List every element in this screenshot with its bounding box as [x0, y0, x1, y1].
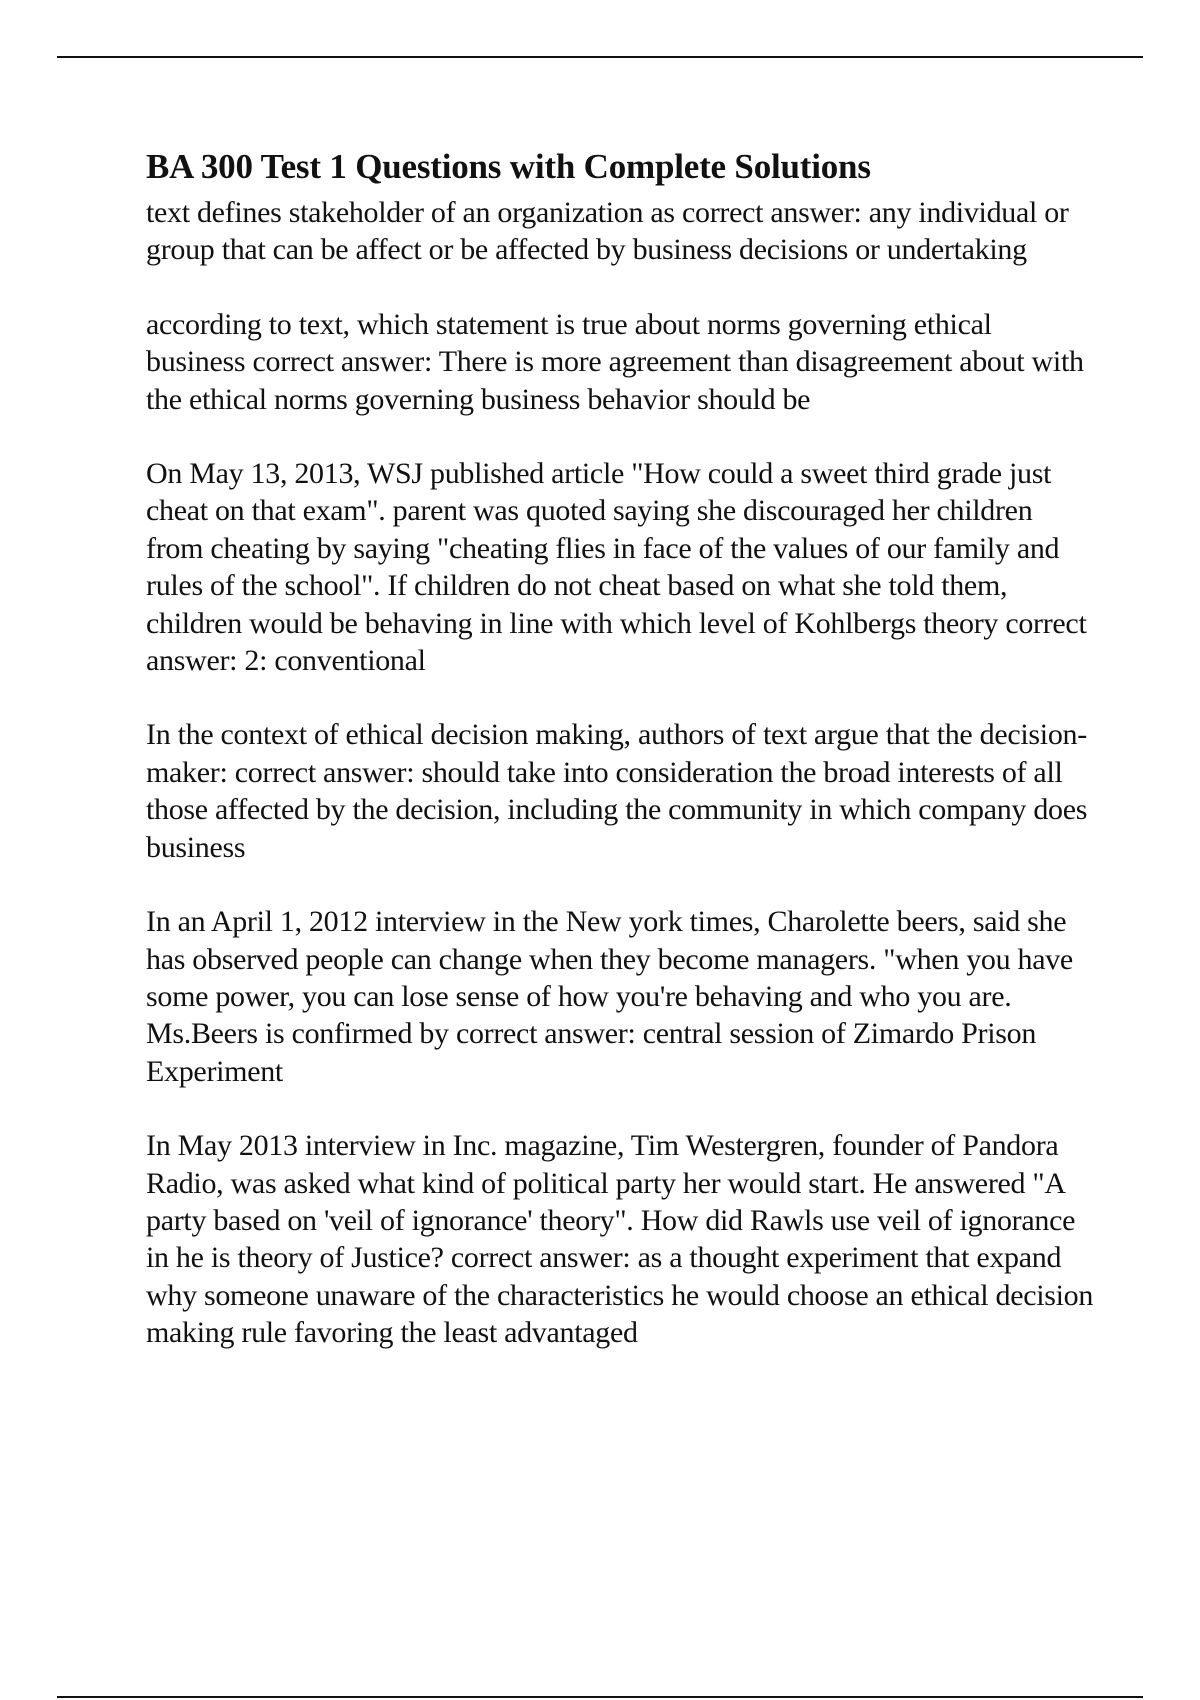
qa-entry-6: In May 2013 interview in Inc. magazine, Tim Westergren, founder of Pandora Radio, was asked what kind of political party her would start. He answered "A party based on 'veil of ignorance' theory". How did Rawls use veil of ignorance in he is theory of Justice? correct answer: as a thought experiment that expand why someone unaware of the characteristics he would choose an ethical decision making rule favoring the least advantaged — [146, 1129, 1094, 1350]
qa-entry-5: In an April 1, 2012 interview in the New york times, Charolette beers, said she has observed people can change when they become managers. "when you have some power, you can lose sense of how you're behaving and who you are. Ms.Beers is confirmed by correct answer: central session of Zimardo Prison Experiment — [146, 905, 1073, 1088]
bottom-rule — [57, 1696, 1143, 1698]
qa-entry-3: On May 13, 2013, WSJ published article "How could a sweet third grade just cheat on that exam". parent was quoted saying she discouraged her children from cheating by saying "cheating flies in face of the values of our family and rules of the school". If children do not cheat based on what she told them, children would be behaving in line with which level of Kohlbergs theory correct answer: 2: conventional — [146, 457, 1087, 678]
qa-entry-1: text defines stakeholder of an organization as correct answer: any individual or group that can be affect or be affected by business decisions or undertaking — [146, 196, 1069, 267]
document-title: BA 300 Test 1 Questions with Complete Solutions — [146, 147, 871, 186]
qa-entry-4: In the context of ethical decision making, authors of text argue that the decision-maker: correct answer: should take into consideration the broad interests of all those affected by the decision, including the community in which company does business — [146, 718, 1088, 864]
top-rule — [57, 56, 1143, 58]
document-body — [146, 140, 1096, 1389]
qa-entry-2: according to text, which statement is true about norms governing ethical business correct answer: There is more agreement than disagreement about with the ethical norms governing business behavior should be — [146, 307, 1084, 416]
